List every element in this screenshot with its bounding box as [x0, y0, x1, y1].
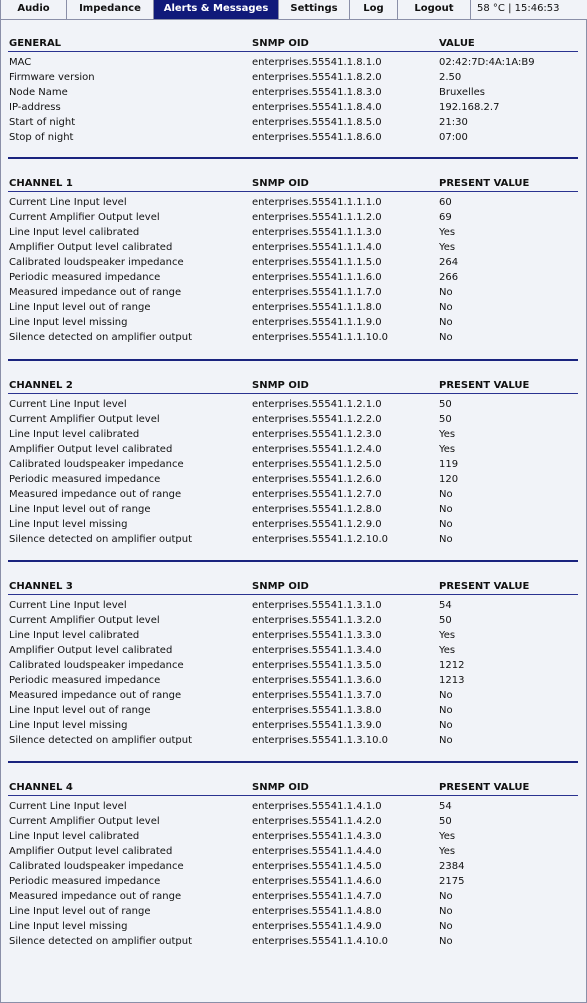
row-value: No: [439, 302, 453, 313]
row-oid: enterprises.55541.1.3.7.0: [252, 690, 382, 701]
row-value: No: [439, 921, 453, 932]
row-label: Line Input level missing: [9, 519, 128, 530]
row-oid: enterprises.55541.1.1.3.0: [252, 227, 382, 238]
row-value: Yes: [439, 444, 456, 455]
row-label: MAC: [9, 57, 32, 68]
table-row: [8, 115, 578, 130]
row-oid: enterprises.55541.1.1.7.0: [252, 287, 382, 298]
row-value: No: [439, 317, 453, 328]
row-label: Calibrated loudspeaker impedance: [9, 660, 184, 671]
table-row: [8, 225, 578, 240]
row-value: 1213: [439, 675, 465, 686]
row-value: No: [439, 534, 453, 545]
row-label: Current Amplifier Output level: [9, 615, 160, 626]
row-oid: enterprises.55541.1.4.7.0: [252, 891, 382, 902]
table-row: [8, 502, 578, 517]
row-oid: enterprises.55541.1.2.7.0: [252, 489, 382, 500]
row-oid: enterprises.55541.1.8.6.0: [252, 132, 382, 143]
table-row: [8, 427, 578, 442]
row-value: 266: [439, 272, 459, 283]
table-row: [8, 673, 578, 688]
row-oid: enterprises.55541.1.3.4.0: [252, 645, 382, 656]
row-oid: enterprises.55541.1.3.8.0: [252, 705, 382, 716]
row-label: Line Input level calibrated: [9, 429, 140, 440]
row-value: Bruxelles: [439, 87, 485, 98]
row-oid: enterprises.55541.1.4.2.0: [252, 816, 382, 827]
row-value: No: [439, 936, 453, 947]
row-value: Yes: [439, 242, 456, 253]
table-row: [8, 643, 578, 658]
section-header: [8, 177, 578, 192]
row-oid: enterprises.55541.1.4.5.0: [252, 861, 382, 872]
column-header-oid: SNMP OID: [252, 782, 309, 793]
row-label: Firmware version: [9, 72, 95, 83]
row-oid: enterprises.55541.1.2.4.0: [252, 444, 382, 455]
table-row: [8, 412, 578, 427]
row-oid: enterprises.55541.1.1.9.0: [252, 317, 382, 328]
row-label: Current Amplifier Output level: [9, 414, 160, 425]
row-value: No: [439, 519, 453, 530]
logout-button[interactable]: Logout: [397, 0, 471, 19]
table-row: [8, 300, 578, 315]
row-oid: enterprises.55541.1.8.5.0: [252, 117, 382, 128]
table-row: [8, 285, 578, 300]
table-row: [8, 85, 578, 100]
row-label: Stop of night: [9, 132, 74, 143]
row-oid: enterprises.55541.1.3.6.0: [252, 675, 382, 686]
column-header-value: VALUE: [439, 38, 475, 49]
row-value: Yes: [439, 846, 456, 857]
row-label: Amplifier Output level calibrated: [9, 645, 173, 656]
table-row: [8, 733, 578, 748]
column-header-oid: SNMP OID: [252, 38, 309, 49]
table-row: [8, 210, 578, 225]
table-row: [8, 330, 578, 345]
row-value: 69: [439, 212, 452, 223]
table-row: [8, 315, 578, 330]
row-value: 50: [439, 414, 452, 425]
table-row: [8, 598, 578, 613]
row-value: No: [439, 489, 453, 500]
row-label: Calibrated loudspeaker impedance: [9, 459, 184, 470]
table-row: [8, 799, 578, 814]
row-value: No: [439, 504, 453, 515]
row-value: 120: [439, 474, 459, 485]
status-readout: 58 °C | 15:46:53: [470, 0, 587, 19]
row-label: Line Input level out of range: [9, 504, 151, 515]
row-label: Current Amplifier Output level: [9, 816, 160, 827]
row-label: Line Input level out of range: [9, 302, 151, 313]
tab-audio[interactable]: Audio: [0, 0, 67, 19]
row-oid: enterprises.55541.1.3.1.0: [252, 600, 382, 611]
row-oid: enterprises.55541.1.4.10.0: [252, 936, 389, 947]
row-value: 54: [439, 600, 452, 611]
row-label: Periodic measured impedance: [9, 474, 161, 485]
column-header-oid: SNMP OID: [252, 581, 309, 592]
row-value: 192.168.2.7: [439, 102, 500, 113]
table-row: [8, 703, 578, 718]
table-row: [8, 628, 578, 643]
table-row: [8, 934, 578, 949]
tab-impedance[interactable]: Impedance: [66, 0, 154, 19]
row-oid: enterprises.55541.1.2.9.0: [252, 519, 382, 530]
table-row: [8, 718, 578, 733]
row-label: Periodic measured impedance: [9, 675, 161, 686]
section-divider: [8, 359, 578, 361]
tab-settings[interactable]: Settings: [278, 0, 350, 19]
row-oid: enterprises.55541.1.3.2.0: [252, 615, 382, 626]
table-row: [8, 270, 578, 285]
row-value: No: [439, 690, 453, 701]
row-oid: enterprises.55541.1.3.9.0: [252, 720, 382, 731]
table-row: [8, 240, 578, 255]
row-label: Periodic measured impedance: [9, 272, 161, 283]
row-value: No: [439, 906, 453, 917]
row-oid: enterprises.55541.1.2.5.0: [252, 459, 382, 470]
row-label: Calibrated loudspeaker impedance: [9, 861, 184, 872]
row-label: Amplifier Output level calibrated: [9, 242, 173, 253]
section-header: [8, 580, 578, 595]
column-header-oid: SNMP OID: [252, 380, 309, 391]
section-title: CHANNEL 1: [9, 178, 73, 189]
table-row: [8, 844, 578, 859]
column-header-value: PRESENT VALUE: [439, 178, 530, 189]
section-title: CHANNEL 3: [9, 581, 73, 592]
table-row: [8, 255, 578, 270]
table-row: [8, 397, 578, 412]
section-title: GENERAL: [9, 38, 62, 49]
table-row: [8, 859, 578, 874]
row-oid: enterprises.55541.1.4.8.0: [252, 906, 382, 917]
row-value: 50: [439, 399, 452, 410]
row-label: Current Line Input level: [9, 600, 127, 611]
row-label: Periodic measured impedance: [9, 876, 161, 887]
row-label: Amplifier Output level calibrated: [9, 444, 173, 455]
row-label: Start of night: [9, 117, 76, 128]
row-oid: enterprises.55541.1.3.5.0: [252, 660, 382, 671]
row-value: Yes: [439, 831, 456, 842]
row-label: Line Input level calibrated: [9, 630, 140, 641]
row-value: Yes: [439, 429, 456, 440]
table-row: [8, 532, 578, 547]
section-header: [8, 37, 578, 52]
row-oid: enterprises.55541.1.1.1.0: [252, 197, 382, 208]
row-label: Measured impedance out of range: [9, 287, 182, 298]
table-row: [8, 919, 578, 934]
row-label: Line Input level out of range: [9, 705, 151, 716]
row-value: 21:30: [439, 117, 468, 128]
section-header: [8, 781, 578, 796]
table-row: [8, 195, 578, 210]
row-value: No: [439, 332, 453, 343]
row-label: Current Line Input level: [9, 197, 127, 208]
row-label: Measured impedance out of range: [9, 690, 182, 701]
table-row: [8, 130, 578, 145]
row-value: 1212: [439, 660, 465, 671]
table-row: [8, 889, 578, 904]
column-header-value: PRESENT VALUE: [439, 380, 530, 391]
top-nav: [0, 0, 587, 20]
column-header-oid: SNMP OID: [252, 178, 309, 189]
row-label: Calibrated loudspeaker impedance: [9, 257, 184, 268]
row-oid: enterprises.55541.1.8.1.0: [252, 57, 382, 68]
row-oid: enterprises.55541.1.8.3.0: [252, 87, 382, 98]
row-oid: enterprises.55541.1.1.4.0: [252, 242, 382, 253]
row-label: Current Line Input level: [9, 399, 127, 410]
row-value: 2.50: [439, 72, 462, 83]
row-value: 2175: [439, 876, 465, 887]
table-row: [8, 442, 578, 457]
row-value: 07:00: [439, 132, 468, 143]
row-value: Yes: [439, 630, 456, 641]
row-oid: enterprises.55541.1.4.9.0: [252, 921, 382, 932]
row-oid: enterprises.55541.1.2.1.0: [252, 399, 382, 410]
row-value: 02:42:7D:4A:1A:B9: [439, 57, 535, 68]
row-value: Yes: [439, 227, 456, 238]
table-row: [8, 814, 578, 829]
row-value: No: [439, 891, 453, 902]
table-row: [8, 874, 578, 889]
table-row: [8, 487, 578, 502]
row-oid: enterprises.55541.1.1.10.0: [252, 332, 389, 343]
section-title: CHANNEL 4: [9, 782, 73, 793]
row-value: 50: [439, 615, 452, 626]
row-oid: enterprises.55541.1.2.2.0: [252, 414, 382, 425]
table-row: [8, 829, 578, 844]
table-row: [8, 658, 578, 673]
row-value: Yes: [439, 645, 456, 656]
table-row: [8, 55, 578, 70]
row-oid: enterprises.55541.1.1.5.0: [252, 257, 382, 268]
row-oid: enterprises.55541.1.1.6.0: [252, 272, 382, 283]
row-oid: enterprises.55541.1.8.4.0: [252, 102, 382, 113]
row-label: Current Amplifier Output level: [9, 212, 160, 223]
table-row: [8, 904, 578, 919]
row-value: 50: [439, 816, 452, 827]
section-divider: [8, 560, 578, 562]
row-value: 2384: [439, 861, 465, 872]
row-label: Silence detected on amplifier output: [9, 534, 193, 545]
section-divider: [8, 761, 578, 763]
table-row: [8, 100, 578, 115]
row-value: No: [439, 287, 453, 298]
row-value: 60: [439, 197, 452, 208]
row-value: 119: [439, 459, 459, 470]
row-label: Line Input level calibrated: [9, 831, 140, 842]
row-value: 54: [439, 801, 452, 812]
section-divider: [8, 157, 578, 159]
row-oid: enterprises.55541.1.4.6.0: [252, 876, 382, 887]
row-label: IP-address: [9, 102, 61, 113]
row-oid: enterprises.55541.1.4.1.0: [252, 801, 382, 812]
row-value: 264: [439, 257, 459, 268]
row-label: Silence detected on amplifier output: [9, 936, 193, 947]
row-label: Line Input level out of range: [9, 906, 151, 917]
row-label: Silence detected on amplifier output: [9, 332, 193, 343]
row-label: Line Input level missing: [9, 921, 128, 932]
row-label: Node Name: [9, 87, 68, 98]
row-label: Measured impedance out of range: [9, 891, 182, 902]
row-oid: enterprises.55541.1.4.3.0: [252, 831, 382, 842]
row-label: Silence detected on amplifier output: [9, 735, 193, 746]
table-row: [8, 70, 578, 85]
section-title: CHANNEL 2: [9, 380, 73, 391]
section-header: [8, 379, 578, 394]
row-oid: enterprises.55541.1.8.2.0: [252, 72, 382, 83]
row-oid: enterprises.55541.1.2.6.0: [252, 474, 382, 485]
row-oid: enterprises.55541.1.2.10.0: [252, 534, 389, 545]
row-value: No: [439, 705, 453, 716]
row-oid: enterprises.55541.1.2.8.0: [252, 504, 382, 515]
table-row: [8, 517, 578, 532]
row-oid: enterprises.55541.1.4.4.0: [252, 846, 382, 857]
row-value: No: [439, 720, 453, 731]
table-row: [8, 613, 578, 628]
table-row: [8, 457, 578, 472]
row-value: No: [439, 735, 453, 746]
row-label: Amplifier Output level calibrated: [9, 846, 173, 857]
tab-log[interactable]: Log: [349, 0, 398, 19]
column-header-value: PRESENT VALUE: [439, 782, 530, 793]
row-oid: enterprises.55541.1.3.10.0: [252, 735, 389, 746]
table-row: [8, 472, 578, 487]
row-label: Current Line Input level: [9, 801, 127, 812]
row-label: Line Input level calibrated: [9, 227, 140, 238]
row-label: Measured impedance out of range: [9, 489, 182, 500]
row-label: Line Input level missing: [9, 720, 128, 731]
row-oid: enterprises.55541.1.2.3.0: [252, 429, 382, 440]
row-oid: enterprises.55541.1.1.8.0: [252, 302, 382, 313]
row-oid: enterprises.55541.1.1.2.0: [252, 212, 382, 223]
column-header-value: PRESENT VALUE: [439, 581, 530, 592]
table-row: [8, 688, 578, 703]
tab-alerts-messages[interactable]: Alerts & Messages: [153, 0, 279, 19]
row-label: Line Input level missing: [9, 317, 128, 328]
row-oid: enterprises.55541.1.3.3.0: [252, 630, 382, 641]
